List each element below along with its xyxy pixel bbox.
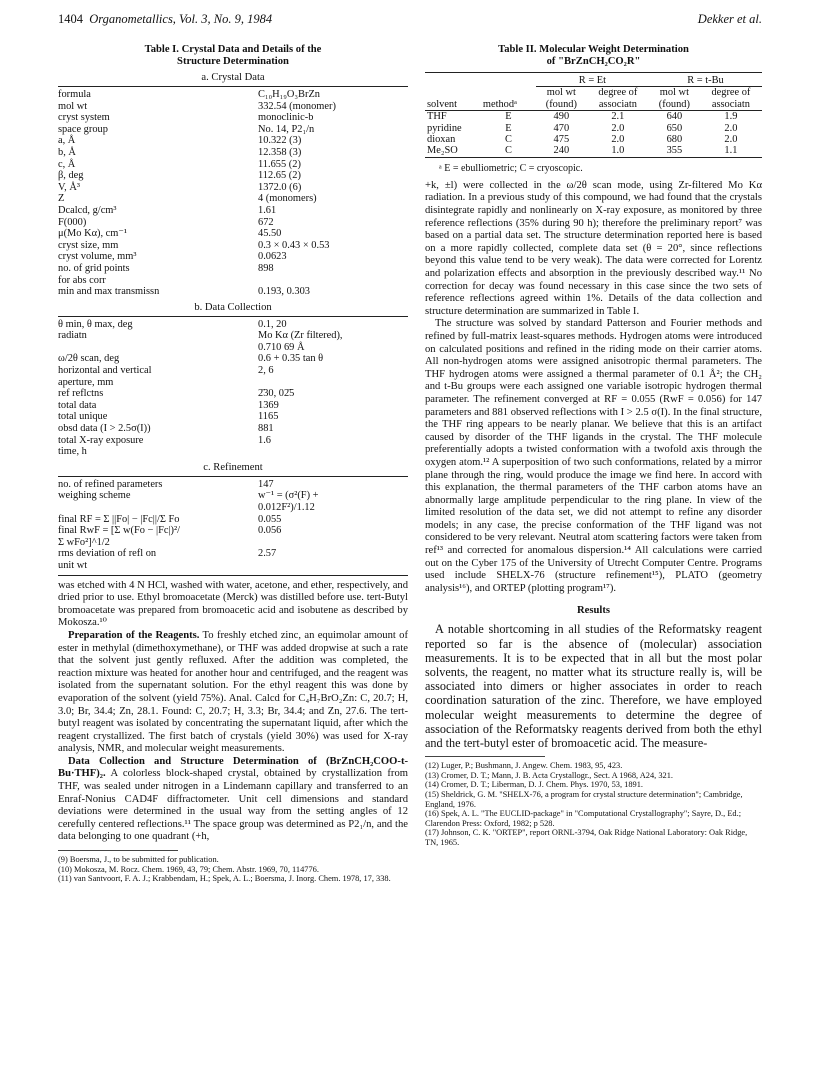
footnote: (16) Spek, A. L. "The EUCLID-package" in "Computational Crystallography"; Sayre, D., Ed.; Clarendon Press: Oxford, 1982; p 528. [425,809,742,828]
data-row [58,423,408,435]
table-cell: C [504,145,512,157]
row-label: total X-ray exposure [58,434,144,446]
row-label: total unique [58,411,108,423]
right-body-text [425,180,762,596]
row-value [258,537,408,549]
data-row [58,377,408,389]
column-header: mol wt [546,87,576,99]
row-label: horizontal and vertical [58,365,152,377]
data-row [58,101,408,113]
row-label: cryst volume, mm³ [58,251,137,263]
data-row [58,435,408,447]
row-value: 1.6 [258,434,271,446]
table-cell: 2.0 [611,122,625,134]
table-cell: 2.0 [724,122,738,134]
row-label: final RF = Σ ||Fo| − |Fc||/Σ Fo [58,513,180,525]
paragraph: A notable shortcoming in all studies of the Reformatsky reagent reported so far is the absence of (molecular) association measurements. It is to be expected that in all but the most polar solvents, the reagent, no matter what its structure really is, will be associated into dimers or higher associates in order to reach coordination saturation of the zinc. Therefore, we have employed molecular weight measurements to determine the degree of association of the Reformatsky reagents derived from both the ethyl and the tert-butyl ester of bromoacetic acid. The measure- [425,622,762,751]
row-label: obsd data (I > 2.5σ(I)) [58,423,151,435]
column-header-row [425,87,762,99]
left-body-text [58,580,408,844]
data-row [58,525,408,537]
data-row [58,330,408,342]
data-collection-list [58,319,408,458]
row-label: Z [58,193,65,205]
row-label: V, Å³ [58,181,80,193]
row-label: aperture, mm [58,376,114,388]
table-cell: 650 [666,122,683,134]
table-cell: 1.9 [724,111,738,123]
row-value: 147 [258,478,274,490]
group-header-et: R = Et [536,75,649,87]
row-value: No. 14, P2₁/n [258,123,315,135]
data-row [58,89,408,101]
data-row [58,400,408,412]
footnote-rule [58,850,178,851]
footnote: (15) Sheldrick, G. M. "SHELX-76, a program for crystal structure determination"; Cambridge, England, 1976. [425,790,743,809]
data-row [58,514,408,526]
column-header: degree of [598,87,638,99]
row-label: for abs corr [58,274,106,286]
row-label: final RwF = [Σ w(Fo − |Fc|)²/ [58,525,181,537]
data-row [58,205,408,217]
table-rule [58,316,408,317]
data-row [58,319,408,331]
row-value: 1.61 [258,204,277,216]
table-cell: THF [427,111,447,123]
row-value: 2̄30, 02̄5 [258,388,295,400]
row-label: cryst system [58,112,110,124]
table-cell: 475 [553,134,570,146]
data-row [58,135,408,147]
row-value [258,275,408,287]
row-value: 4 (monomers) [258,193,317,205]
row-label: ref reflctns [58,388,104,400]
data-row [58,560,408,572]
column-header: associatn [587,99,649,111]
data-row [58,502,408,514]
data-row [58,446,408,458]
data-row [58,275,408,287]
row-value: 1372.0 (6) [258,181,302,193]
row-label: total data [58,399,97,411]
left-column [58,44,408,884]
footnote: (13) Cromer, D. T.; Mann, J. B. Acta Crystallogr., Sect. A 1968, A24, 321. [425,770,674,780]
data-row [58,548,408,560]
row-value [258,446,408,458]
table-cell: 240 [553,145,570,157]
row-value: 12.358 (3) [258,146,302,158]
row-label: cryst size, mm [58,239,119,251]
table-row [425,123,762,134]
table1-caption: Table I. Crystal Data and Details of the Structure Determination [144,44,322,67]
row-value [258,560,408,572]
data-row [58,286,408,298]
row-label: time, h [58,446,87,458]
table-cell: 1.1 [724,145,738,157]
footnote: (17) Johnson, C. K. "ORTEP", report ORNL-3794, Oak Ridge National Laboratory: Oak Ridge, TN, 1965. [425,828,748,848]
data-row [58,342,408,354]
row-value: 0.0623 [258,251,287,263]
row-label: F(000) [58,216,87,228]
column-header: (found) [536,99,587,111]
footnote: (11) van Santvoort, F. A. J.; Krabbendam, H.; Spek, A. L.; Boersma, J. Inorg. Chem. 1978, 17, 338. [58,874,391,884]
data-row [58,240,408,252]
data-row [58,251,408,263]
row-value: 2.57 [258,548,277,560]
data-row [58,365,408,377]
paragraph: Data Collection and Structure Determination of (BrZnCH₂COO-t-Bu·THF)₂. A colorless block-shaped crystal, obtained by crystallization from THF, was sealed under nitrogen in a Lindemann capillary and transferred to an Enraf-Nonius CAD4F diffractometer. Unit cell dimensions and standard deviations were determined in the usual way from the setting angles of 12 cerefully centered reflections.¹¹ The space group was determined as P2₁/n, and the data belonging to one quadrant (+h, [58,755,408,843]
row-label: radiatn [58,330,87,342]
table-cell: 2.0 [611,134,625,146]
row-value: 2, 6 [258,365,274,377]
data-row [58,537,408,549]
running-header [58,12,762,32]
table-cell: 2.1 [611,111,625,123]
table-cell: 1.0 [611,145,625,157]
row-value [258,377,408,389]
row-label: Σ wFo²]^1/2 [58,536,110,548]
row-label: Dcalcd, g/cm³ [58,204,117,216]
footnote: (10) Mokosza, M. Rocz. Chem. 1969, 43, 79; Chem. Abstr. 1969, 70, 114776. [58,864,319,874]
data-row [58,112,408,124]
footnote: (14) Cromer, D. T.; Liberman, D. J. Chem. Phys. 1970, 53, 1891. [425,780,644,790]
row-value: 0.056 [258,525,282,537]
row-label [58,342,258,354]
paragraph: was etched with 4 N HCl, washed with water, acetone, and ether, respectively, and dried prior to use. Ethyl bromoacetate (Merck) was distilled before use. tert-Butyl bromoacetate was prepared from bromoacetic acid and isobutene as described by Mokosza.¹⁰ [58,579,408,629]
table-cell: 490 [553,111,570,123]
row-label: c, Å [58,158,76,170]
row-value: 0.710 69 Å [258,341,305,353]
row-value: 0.012F²)/1.12 [258,502,315,513]
row-label: no. of refined parameters [58,478,163,490]
molecular-weight-table [425,72,762,161]
table-cell: C [504,134,512,146]
table-rule [58,476,408,477]
table-rule [58,575,408,576]
row-label [58,502,258,514]
row-label: weighing scheme [58,490,131,502]
row-label: μ(Mo Kα), cm⁻¹ [58,228,127,240]
row-value: Mo Kα (Zr filtered), [258,330,343,342]
row-label: space group [58,123,108,135]
paragraph-heading: Data Collection and Structure Determination of (BrZnCH₂COO-t-Bu·THF)₂. [58,755,408,780]
right-column [425,44,762,848]
data-row [58,353,408,365]
row-value: 11.655 (2) [258,158,301,170]
table1-section-b: b. Data Collection [194,301,272,313]
row-value: 0.055 [258,513,282,525]
row-value: 0.6 + 0.35 tan θ [258,353,324,365]
refinement-list [58,479,408,572]
row-label: min and max transmissn [58,286,160,298]
results-text [425,622,762,750]
row-label: b, Å [58,146,76,158]
data-row [58,479,408,491]
footnote-rule [425,756,545,757]
table-rule [58,86,408,87]
row-label: mol wt [58,100,88,112]
row-value: 1369 [258,399,279,411]
row-value: 0.3 × 0.43 × 0.53 [258,239,330,251]
data-row [58,388,408,400]
row-value: 332.54 (monomer) [258,100,336,112]
footnote: (12) Luger, P.; Bushmann, J. Angew. Chem. 1983, 95, 423. [425,761,623,771]
row-label: rms deviation of refl on [58,548,157,560]
column-header: mol wt [659,87,689,99]
table-cell: E [505,111,512,123]
column-header [481,87,536,99]
table-row [425,111,762,123]
data-row [58,490,408,502]
table-cell: pyridine [427,122,462,134]
data-row [58,159,408,171]
table-cell: Me₂SO [427,145,458,157]
row-value: 1165 [258,411,279,423]
group-header-tbu: R = t-Bu [649,75,762,87]
row-label: β, deg [58,170,84,182]
footnote: (9) Boersma, J., to be submitted for publication. [58,855,219,865]
table-row [425,145,762,157]
row-label: θ min, θ max, deg [58,318,133,330]
table-footnote: ᵃ E = ebulliometric; C = cryoscopic. [439,162,583,174]
table-cell: 355 [666,145,683,157]
column-header [425,87,481,99]
data-row [58,217,408,229]
table-cell: dioxan [427,134,456,146]
row-value: 10.322 (3) [258,135,302,147]
table1-section-c: c. Refinement [203,461,263,473]
row-label: no. of grid points [58,262,130,274]
data-row [58,228,408,240]
row-value: 0.1, 20 [258,318,287,330]
paragraph: Preparation of the Reagents. To freshly etched zinc, an equimolar amount of ester in methylal (dimethoxymethane), or THF was added dropwise at such a rate that the solvent just gently refluxed. After the addition was completed, the reaction mixture was heated for another hour and centrifuged, and the reagent was isolated from the supernatant solution. For the ethyl reagent this was done by evaporation of the solvent (yield 75%). Anal. Calcd for C₄H₇BrO₂Zn: C, 20.7; H, 3.0; Br, 34.4; Zn, 28.1. Found: C, 20.7; H, 3.3; Br, 34.4; and Zn, 27.6. The tert-butyl reagent was isolated by concentrating the supernatant liquid, after which the reagent crystallized. The first batch of crystals (yield 30%) was used for X-ray analysis, NMR, and molecular weight measurements. [58,629,408,755]
row-label: ω/2θ scan, deg [58,353,120,365]
paragraph-heading: Preparation of the Reagents. [68,629,200,641]
row-label: formula [58,89,91,100]
column-header: associatn [700,99,762,111]
row-value: w⁻¹ = (σ²(F) + [258,490,319,502]
paragraph: +k, ±l) were collected in the ω/2θ scan mode, using Zr-filtered Mo Kα radiation. In a previous study of this compound, we had found that the crystals disintegrate rapidly and nonlinearly on X-ray exposure, as monitored by three reference reflections (35% during 90 h); therefore the preliminary report⁷ was based on a partial data set. The structure determination reported here is based on a more rapidly collected, complete data set (θ = 20°, since reflections beyond this value tend to be very weak). The data were corrected for Lorentz and polarization effects and absorption in the previously described way.¹¹ No correction for decay was found necessary in this case since the two sets of reference reflections agreed within 1%. Details of the data collection and structure determination are summarized in Table I. [425,179,762,317]
data-row [58,263,408,275]
column-header: degree of [711,87,751,99]
data-row [58,124,408,136]
row-value: 112.65 (2) [258,170,301,182]
row-value: 672 [258,216,274,228]
table-row [425,134,762,145]
row-value: 881 [258,423,274,435]
section-heading: Results [577,605,610,617]
row-value: 0.193, 0.303 [258,286,310,298]
author-header: Dekker et al. [697,12,762,26]
table-cell: 640 [666,111,683,123]
table2-caption: Table II. Molecular Weight Determination of "BrZnCH₂CO₂R" [498,44,689,67]
column-header: methodᵃ [481,99,536,111]
column-header-row [425,99,762,111]
table-cell: 2.0 [724,134,738,146]
row-label: unit wt [58,559,88,571]
row-value: 45.50 [258,228,282,240]
row-value: 898 [258,262,274,274]
data-row [58,411,408,423]
table1-section-a: a. Crystal Data [201,72,265,83]
table-cell: 680 [666,134,683,146]
row-label: a, Å [58,135,76,147]
column-header: solvent [425,99,481,111]
data-row [58,147,408,159]
data-row [58,193,408,205]
data-row [58,182,408,194]
table-body [425,111,762,158]
table-cell: E [505,122,512,134]
column-header: (found) [649,99,700,111]
row-value: C₁₀H₁₉O₃BrZn [258,89,320,100]
crystal-data-list [58,89,408,298]
data-row [58,170,408,182]
journal-citation: Organometallics, Vol. 3, No. 9, 1984 [89,12,273,26]
row-value: monoclinic-b [258,112,314,124]
table-cell: 470 [553,122,570,134]
page-number: 1404 [58,12,83,26]
paragraph: The structure was solved by standard Patterson and Fourier methods and refined by full-matrix least-squares methods. Hydrogen atoms were introduced on calculated positions and refined in the riding mode on their carrier atoms. All non-hydrogen atoms were assigned anisotropic thermal parameters. The THF hydrogen atoms were assigned a thermal parameter of 0.1 Å²; the CH₂ and t-Bu groups were each assigned one variable isotropic hydrogen thermal parameter. The refinement converged at RF = 0.055 (RwF = 0.056) for 147 parameters and 881 observed reflections with I > 2.5 σ(I). In the final structure, the THF ring appears to be nearly planar. We believe that this is an artifact caused by disorder of the THF ligands in the crystal. The THF molecule preferentially adopts a twisted conformation with a twofold axis through the oxygen atom.¹² A superposition of two such conformations, related by a mirror plane through the ring, would produce the image we find here. In accord with this explanation, the thermal parameters of the THF carbon atoms have an abnormally large amplitude perpendicular to the ring plane. In view of the limited resolution of the data set, we did not attempt to refine any disorder models; in any case, the precise conformation of the THF ligand was not considered to be very relevant. Neutral atom scattering factors were taken from ref¹³ and corrected for anomalous dispersion.¹⁴ All calculations were carried out on the Cyber 175 of the University of Utrecht Computer Centre. Programs used include SHELX-76 (structure refinement¹⁵), PLATO (geometry analysis¹⁶), and ORTEP (plotting program¹⁷). [425,318,762,594]
